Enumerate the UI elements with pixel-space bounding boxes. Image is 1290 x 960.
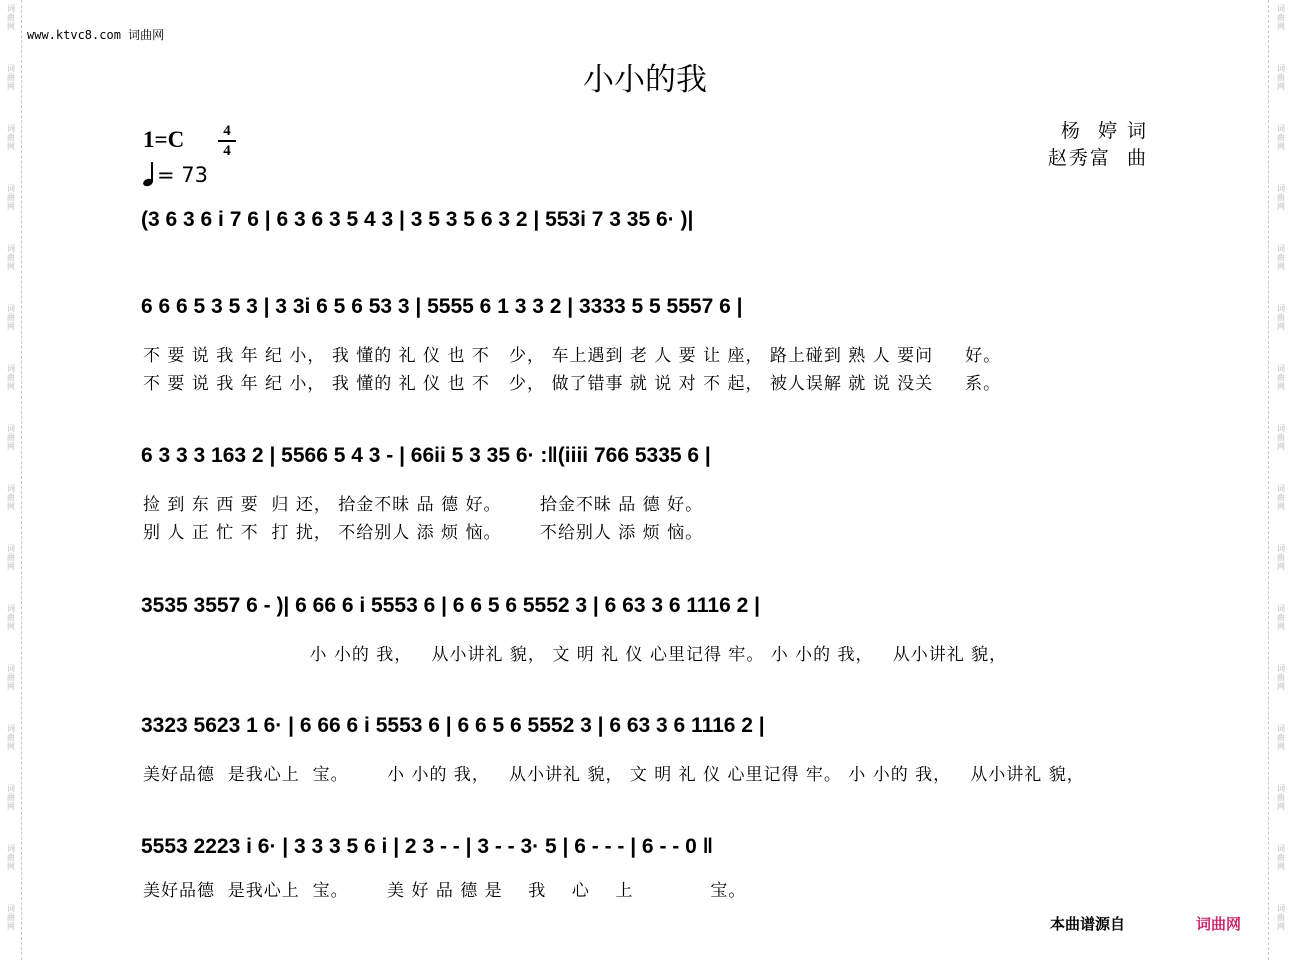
- lyric-line-2: 不 要 说 我 年 纪 小， 我 懂的 礼 仪 也 不 少， 做了错事 就 说 对 不 起， 被人误解 就 说 没关 系。: [143, 374, 1002, 394]
- right-watermark-strip: [1268, 0, 1290, 960]
- time-bottom: 4: [223, 143, 231, 159]
- tempo-value: = 73: [157, 163, 208, 187]
- watermark-stamp: 词 曲 网: [1277, 424, 1285, 451]
- watermark-stamp: 词 曲 网: [7, 484, 15, 511]
- source-label: 本曲谱源自: [1050, 915, 1126, 933]
- watermark-stamp: 词 曲 网: [1277, 364, 1285, 391]
- left-watermark-strip: [0, 0, 22, 960]
- watermark-stamp: 词 曲 网: [7, 544, 15, 571]
- watermark-stamp: 词 曲 网: [7, 64, 15, 91]
- watermark-stamp: 词 曲 网: [1277, 304, 1285, 331]
- watermark-stamp: 词 曲 网: [1277, 64, 1285, 91]
- quarter-note-icon: [143, 162, 157, 186]
- tempo-mark: [143, 162, 208, 187]
- watermark-stamp: 词 曲 网: [7, 904, 15, 931]
- notation-text: 6 6 6 5 3 5 3 | 3 3i 6 5 6 53 3 | 5555 6 1 3 3 2 | 3333 5 5 5557 6 |: [141, 295, 743, 318]
- watermark-stamp: 词 曲 网: [1277, 604, 1285, 631]
- lyric-line-6: 美好品德 是我心上 宝。 小 小的 我， 从小讲礼 貌， 文 明 礼 仪 心里记得 牢。 小 小的 我， 从小讲礼 貌，: [143, 765, 1085, 785]
- notation-line-3: [141, 444, 1151, 494]
- brand-link[interactable]: 词曲网: [1196, 915, 1242, 933]
- lyricist-credit: 杨 婷 词: [1060, 120, 1148, 142]
- notation-line-2: [141, 295, 1151, 345]
- watermark-stamp: 词 曲 网: [1277, 844, 1285, 871]
- composer-credit: 赵秀富 曲: [1047, 147, 1148, 169]
- watermark-stamp: 词 曲 网: [1277, 544, 1285, 571]
- watermark-stamp: 词 曲 网: [7, 124, 15, 151]
- watermark-stamp: 词 曲 网: [7, 244, 15, 271]
- watermark-stamp: 词 曲 网: [7, 304, 15, 331]
- watermark-stamp: 词 曲 网: [1277, 904, 1285, 931]
- watermark-stamp: 词 曲 网: [7, 4, 15, 31]
- key-signature: 1=C: [143, 127, 185, 152]
- notation-text: 3535 3557 6 - )| 6 66 6 i 5553 6 | 6 6 5 6 5552 3 | 6 63 3 6 1116 2 |: [141, 594, 760, 617]
- watermark-stamp: 词 曲 网: [7, 724, 15, 751]
- watermark-stamp: 词 曲 网: [7, 664, 15, 691]
- watermark-stamp: 词 曲 网: [1277, 484, 1285, 511]
- watermark-stamp: 词 曲 网: [1277, 724, 1285, 751]
- watermark-stamp: 词 曲 网: [7, 364, 15, 391]
- notation-text: 6 3 3 3 163 2 | 5566 5 4 3 - | 66ii 5 3 35 6· :‖(iiii 766 5335 6 |: [141, 444, 711, 467]
- lyric-line-7: 美好品德 是我心上 宝。 美 好 品 德 是 我 心 上 宝。: [143, 881, 747, 901]
- notation-text: 3323 5623 1 6· | 6 66 6 i 5553 6 | 6 6 5 6 5552 3 | 6 63 3 6 1116 2 |: [141, 714, 765, 737]
- notation-text: (3 6 3 6 i 7 6 | 6 3 6 3 5 4 3 | 3 5 3 5 6 3 2 | 553i 7 3 35 6· )|: [141, 208, 694, 231]
- song-title: 小小的我: [583, 62, 707, 98]
- watermark-stamp: 词 曲 网: [1277, 184, 1285, 211]
- lyric-line-1: 不 要 说 我 年 纪 小， 我 懂的 礼 仪 也 不 少， 车上遇到 老 人 要 让 座， 路上碰到 熟 人 要问 好。: [143, 346, 1002, 366]
- notation-line-4: [141, 594, 1151, 644]
- lyric-line-5: 小 小的 我， 从小讲礼 貌， 文 明 礼 仪 心里记得 牢。 小 小的 我， 从小讲礼 貌，: [143, 645, 1008, 665]
- watermark-stamp: 词 曲 网: [1277, 4, 1285, 31]
- watermark-stamp: 词 曲 网: [1277, 784, 1285, 811]
- watermark-stamp: 词 曲 网: [1277, 664, 1285, 691]
- watermark-stamp: 词 曲 网: [7, 184, 15, 211]
- watermark-stamp: 词 曲 网: [7, 844, 15, 871]
- watermark-stamp: 词 曲 网: [7, 424, 15, 451]
- site-url: www.ktvc8.com 词曲网: [27, 28, 165, 42]
- watermark-stamp: 词 曲 网: [1277, 244, 1285, 271]
- lyric-line-3: 捡 到 东 西 要 归 还， 拾金不昧 品 德 好。 拾金不昧 品 德 好。: [143, 495, 704, 515]
- watermark-stamp: 词 曲 网: [7, 604, 15, 631]
- time-top: 4: [223, 123, 231, 139]
- time-signature: [218, 123, 236, 159]
- notation-text: 5553 2223 i 6· | 3 3 3 5 6 i | 2 3 - - | 3 - - 3· 5 | 6 - - - | 6 - - 0 ‖: [141, 835, 714, 858]
- watermark-stamp: 词 曲 网: [7, 784, 15, 811]
- notation-line-5: [141, 714, 1151, 764]
- lyric-line-4: 别 人 正 忙 不 打 扰， 不给别人 添 烦 恼。 不给别人 添 烦 恼。: [143, 523, 704, 543]
- watermark-stamp: 词 曲 网: [1277, 124, 1285, 151]
- notation-line-1: [141, 208, 1151, 258]
